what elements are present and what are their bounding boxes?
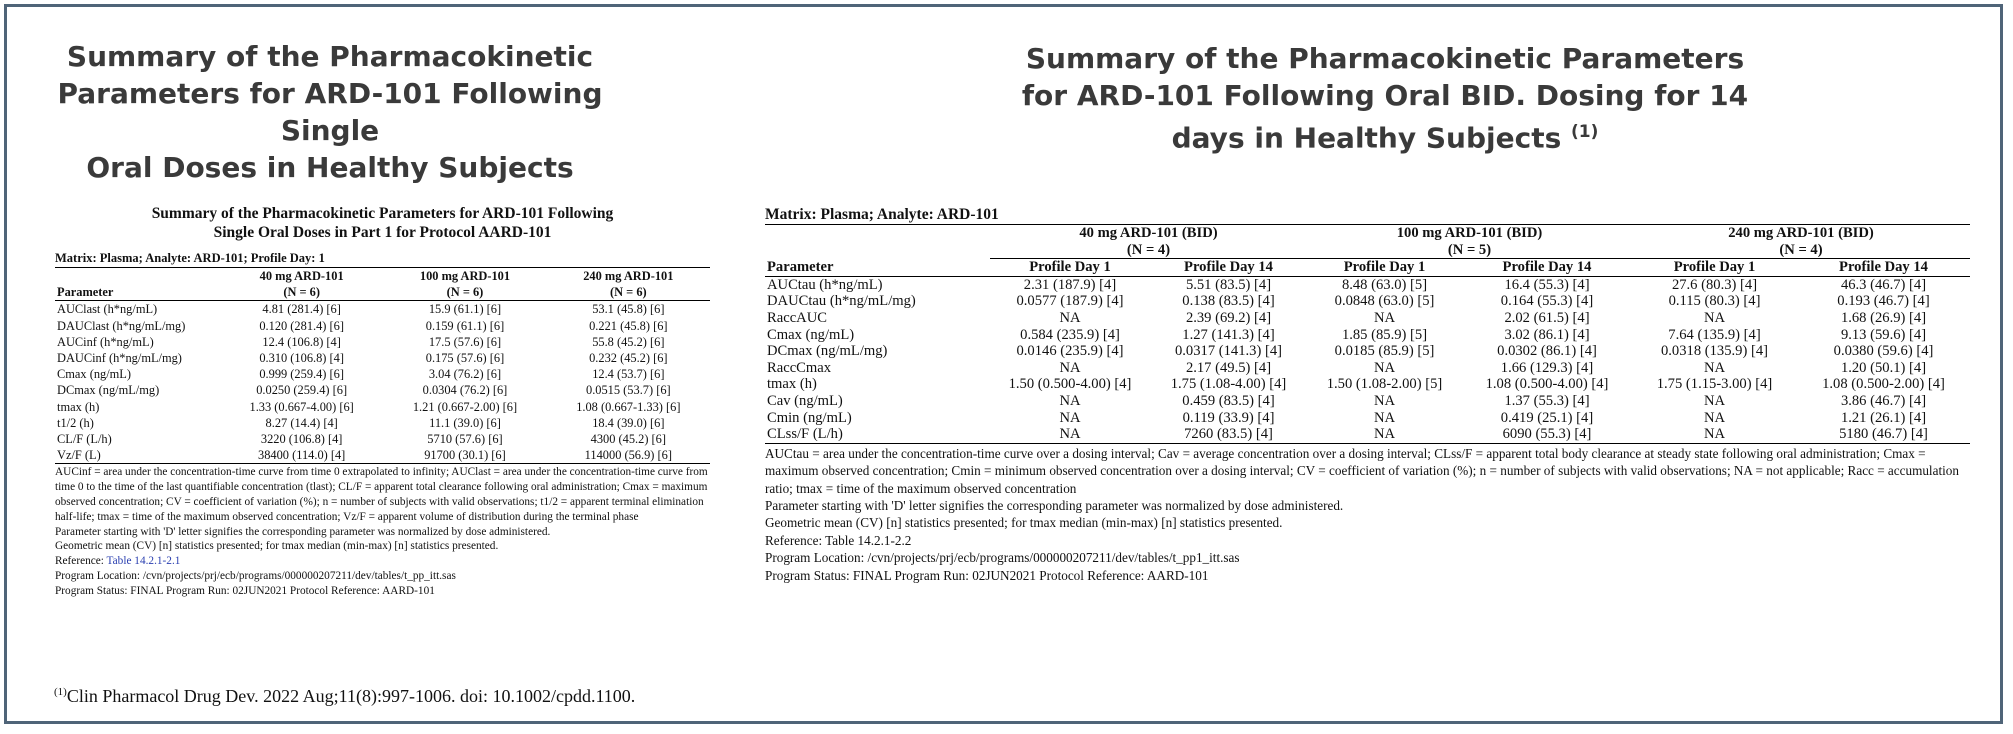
table-cell: 0.221 (45.8) [6] (589, 318, 668, 333)
dose-group-header: 100 mg ARD-101 (419, 269, 511, 283)
table-cell: 55.8 (45.2) [6] (592, 334, 665, 349)
parameter-label: AUCtau (h*ng/mL) (767, 276, 883, 293)
left-title-line: Summary of the Pharmacokinetic (66, 40, 594, 73)
table-cell: 1.27 (141.3) [4] (1182, 326, 1275, 343)
dose-group-header: 40 mg ARD-101 (BID) (1079, 225, 1218, 241)
table-cell: 0.164 (55.3) [4] (1500, 293, 1594, 310)
table-cell: 12.4 (106.8) [4] (262, 334, 341, 349)
left-title-line: Oral Doses in Healthy Subjects (86, 151, 574, 184)
table-row (55, 447, 710, 464)
dose-group-header: 240 mg ARD-101 (BID) (1728, 225, 1874, 241)
group-n: (N = 6) (446, 285, 484, 300)
table-cell: 91700 (30.1) [6] (424, 448, 506, 463)
group-n: (N = 6) (283, 285, 320, 300)
parameter-label: tmax (h) (57, 399, 100, 414)
left-document (55, 204, 710, 599)
table-cell: 15.9 (61.1) [6] (428, 302, 502, 317)
table-cell: 3.04 (76.2) [6] (428, 367, 502, 382)
table-cell: 2.31 (187.9) [4] (1023, 276, 1117, 293)
table-cell: 8.48 (63.0) [5] (1341, 276, 1428, 293)
table-cell: 5710 (57.6) [6] (427, 432, 503, 447)
table-cell: NA (1059, 359, 1081, 376)
parameter-label: DCmax (ng/mL/mg) (57, 383, 160, 398)
parameter-header: Parameter (55, 268, 220, 301)
statistics-note: Geometric mean (CV) [n] statistics presented; for tmax median (min-max) [n] statistics presented. (765, 515, 1283, 531)
profile-day-header: Profile Day 14 (1839, 259, 1928, 276)
table-cell: 0.999 (259.4) [6] (259, 367, 344, 382)
dose-group-header: 240 mg ARD-101 (583, 269, 674, 283)
citation-marker: (1) (1571, 122, 1599, 142)
table-cell: 3.86 (46.7) [4] (1840, 392, 1927, 409)
table-cell: 1.50 (0.500-4.00) [4] (1008, 376, 1132, 393)
table-cell: 1.75 (1.15-3.00) [4] (1656, 376, 1773, 393)
right-notes (765, 445, 1970, 584)
footnote-marker: (1) (54, 686, 67, 698)
table-cell: 0.0317 (141.3) [4] (1174, 343, 1282, 360)
table-cell: 0.138 (83.5) [4] (1182, 293, 1275, 310)
table-cell: 114000 (56.9) [6] (584, 448, 672, 463)
table-cell: 6090 (55.3) [4] (1502, 426, 1592, 443)
dose-group-header: 40 mg ARD-101 (259, 269, 344, 283)
parameter-label: DCmax (ng/mL/mg) (767, 343, 888, 360)
table-row (55, 399, 710, 415)
table-row (765, 293, 1970, 310)
table-cell: 0.0250 (259.4) [6] (256, 383, 348, 398)
table-cell: 9.13 (59.6) [4] (1840, 326, 1927, 343)
table-row (55, 301, 710, 318)
table-cell: 1.37 (55.3) [4] (1504, 392, 1590, 409)
table-cell: 1.33 (0.667-4.00) [6] (249, 399, 354, 414)
parameter-header: Parameter (765, 225, 990, 277)
table-cell: 8.27 (14.4) [4] (265, 415, 338, 430)
table-cell: 53.1 (45.8) [6] (592, 302, 665, 317)
table-row (55, 350, 710, 366)
reference-label: Reference: (55, 555, 107, 568)
table-cell: 5.51 (83.5) [4] (1185, 276, 1272, 293)
parameter-label: DAUClast (h*ng/mL/mg) (57, 318, 186, 333)
parameter-label: RaccCmax (767, 359, 832, 376)
right-document (765, 205, 1970, 584)
table-cell: 1.20 (50.1) [4] (1840, 359, 1927, 376)
table-cell: NA (1703, 359, 1726, 376)
right-pk-table (765, 224, 1970, 444)
table-row (765, 327, 1970, 344)
table-cell: 0.115 (80.3) [4] (1668, 293, 1761, 310)
right-matrix-line: Matrix: Plasma; Analyte: ARD-101 (765, 206, 999, 223)
table-cell: NA (1703, 392, 1726, 409)
right-panel-title (985, 40, 1785, 156)
left-notes (55, 465, 710, 598)
table-cell: 0.0302 (86.1) [4] (1497, 343, 1597, 360)
reference-line: Reference: Table 14.2.1-2.2 (765, 532, 912, 548)
left-table-caption (55, 204, 710, 242)
table-cell: 0.310 (106.8) [4] (259, 351, 344, 366)
table-cell: NA (1059, 426, 1081, 443)
parameter-label: CLss/F (L/h) (767, 426, 843, 443)
parameter-label: t1/2 (h) (57, 415, 94, 430)
abbreviation-note: AUCinf = area under the concentration-time curve from time 0 extrapolated to infinity; AUClast = area under the concentration-time curve from time 0 to the time of the last quantifiable concentration (tlast); CL/F = apparent total clearance following oral administration; Cmax = maximum observed concentration; CV = coefficient of variation (%); n = number of subjects with valid observations; t1/2 = apparent terminal elimination half-life; tmax = time of the maximum observed concentration; Vz/F = apparent volume of distribution during the terminal phase (55, 466, 708, 523)
table-row (765, 343, 1970, 360)
table-cell: 1.66 (129.3) [4] (1500, 359, 1594, 376)
table-cell: 0.584 (235.9) [4] (1020, 326, 1120, 343)
table-cell: 0.159 (61.1) [6] (425, 318, 505, 333)
table-cell: 1.08 (0.667-1.33) [6] (576, 399, 681, 414)
table-cell: 0.0848 (63.0) [5] (1334, 293, 1435, 310)
parameter-label: Cmax (ng/mL) (57, 367, 131, 382)
left-panel-title (40, 38, 620, 186)
table-cell: 2.02 (61.5) [4] (1504, 309, 1590, 326)
caption-line: Single Oral Doses in Part 1 for Protocol AARD-101 (213, 224, 552, 241)
table-cell: 3.02 (86.1) [4] (1504, 326, 1590, 343)
parameter-label: Vz/F (L) (57, 448, 101, 463)
left-title-line: Parameters for ARD-101 Following Single (57, 77, 603, 147)
table-cell: NA (1703, 309, 1726, 326)
table-cell: 17.5 (57.6) [6] (428, 334, 502, 349)
parameter-label: CL/F (L/h) (57, 432, 112, 447)
table-row (55, 431, 710, 447)
table-cell: 1.08 (0.500-4.00) [4] (1485, 376, 1609, 393)
table-row (765, 410, 1970, 427)
table-cell: 38400 (114.0) [4] (258, 448, 346, 463)
table-cell: 7260 (83.5) [4] (1184, 426, 1273, 443)
table-row (765, 360, 1970, 377)
profile-day-header: Profile Day 1 (1673, 259, 1756, 276)
parameter-label: Cmin (ng/mL) (767, 409, 852, 426)
table-cell: 0.0146 (235.9) [4] (1016, 343, 1124, 360)
parameter-label: DAUCinf (h*ng/mL/mg) (57, 351, 182, 366)
table-row (765, 393, 1970, 410)
parameter-label: DAUCtau (h*ng/mL/mg) (767, 293, 916, 310)
table-cell: 1.75 (1.08-4.00) [4] (1170, 376, 1287, 393)
table-cell: 2.39 (69.2) [4] (1185, 309, 1272, 326)
group-n: (N = 6) (610, 285, 647, 300)
left-pk-table (55, 267, 710, 464)
table-cell: 0.0318 (135.9) [4] (1660, 343, 1768, 360)
table-cell: 1.50 (1.08-2.00) [5] (1326, 376, 1443, 393)
table-row (55, 318, 710, 334)
table-row (765, 376, 1970, 393)
footnote-text: Clin Pharmacol Drug Dev. 2022 Aug;11(8):997-1006. doi: 10.1002/cpdd.1100. (66, 686, 636, 706)
group-n: (N = 4) (1632, 242, 1970, 259)
table-row (765, 426, 1970, 443)
program-status: Program Status: FINAL Program Run: 02JUN2021 Protocol Reference: AARD-101 (765, 567, 1209, 583)
parameter-label: AUCinf (h*ng/mL) (57, 334, 154, 349)
table-cell: 27.6 (80.3) [4] (1671, 276, 1758, 293)
right-title-line (985, 114, 1785, 156)
table-cell: 7.64 (135.9) [4] (1668, 326, 1761, 343)
table-cell: 1.21 (26.1) [4] (1840, 409, 1927, 426)
table-cell: 1.21 (0.667-2.00) [6] (412, 399, 518, 414)
profile-day-header: Profile Day 1 (1343, 259, 1426, 276)
dose-group-header: 100 mg ARD-101 (BID) (1396, 225, 1543, 241)
table-cell: 12.4 (53.7) [6] (592, 367, 665, 382)
right-title-line: Summary of the Pharmacokinetic Parameters (1025, 42, 1745, 75)
table-row (765, 310, 1970, 327)
table-cell: 0.232 (45.2) [6] (589, 351, 668, 366)
table-cell: 2.17 (49.5) [4] (1185, 359, 1272, 376)
table-cell: 0.0304 (76.2) [6] (422, 383, 508, 398)
table-cell: 1.68 (26.9) [4] (1840, 309, 1927, 326)
table-cell: NA (1059, 392, 1081, 409)
table-cell: 0.0380 (59.6) [4] (1833, 343, 1934, 360)
table-cell: NA (1059, 409, 1081, 426)
table-cell: NA (1059, 309, 1081, 326)
profile-day-header: Profile Day 14 (1502, 259, 1592, 276)
table-cell: 0.120 (281.4) [6] (259, 318, 344, 333)
table-cell: NA (1373, 426, 1396, 443)
table-cell: NA (1373, 309, 1396, 326)
parameter-label: tmax (h) (767, 376, 817, 393)
right-title-line: for ARD-101 Following Oral BID. Dosing for 14 (1021, 79, 1749, 112)
table-cell: 3220 (106.8) [4] (260, 432, 343, 447)
table-cell: 4300 (45.2) [6] (590, 432, 667, 447)
citation-footnote (54, 686, 635, 707)
table-cell: NA (1373, 392, 1396, 409)
table-row (55, 366, 710, 382)
program-location: Program Location: /cvn/projects/prj/ecb/programs/000000207211/dev/tables/t_pp1_itt.sas (765, 550, 1240, 566)
reference-line (55, 554, 710, 569)
table-cell: 46.3 (46.7) [4] (1840, 276, 1927, 293)
parameter-label: RaccAUC (767, 309, 827, 326)
dose-normalization-note: Parameter starting with 'D' letter signifies the corresponding parameter was normalized by dose administered. (55, 525, 551, 538)
table-cell: 0.459 (83.5) [4] (1182, 392, 1275, 409)
parameter-label: Cmax (ng/mL) (767, 326, 855, 343)
group-n: (N = 5) (1307, 242, 1632, 259)
table-cell: 1.85 (85.9) [5] (1341, 326, 1428, 343)
table-row (55, 382, 710, 398)
program-location: Program Location: /cvn/projects/prj/ecb/programs/000000207211/dev/tables/t_pp_itt.sas (55, 570, 456, 583)
table-row (55, 334, 710, 350)
table-cell: NA (1373, 359, 1396, 376)
table-cell: 0.119 (33.9) [4] (1182, 409, 1275, 426)
table-cell: 0.193 (46.7) [4] (1837, 293, 1930, 310)
dose-normalization-note: Parameter starting with 'D' letter signifies the corresponding parameter was normalized by dose administered. (765, 497, 1344, 513)
table-cell: 0.0185 (85.9) [5] (1334, 343, 1435, 360)
table-cell: 0.175 (57.6) [6] (425, 351, 505, 366)
table-row (55, 415, 710, 431)
table-cell: NA (1703, 409, 1726, 426)
left-matrix-line: Matrix: Plasma; Analyte: ARD-101; Profile Day: 1 (55, 251, 325, 265)
table-cell: NA (1373, 409, 1396, 426)
table-row (765, 276, 1970, 293)
table-cell: 18.4 (39.0) [6] (592, 415, 665, 430)
table-cell: 4.81 (281.4) [6] (262, 302, 341, 317)
table-cell: NA (1703, 426, 1726, 443)
table-cell: 1.08 (0.500-2.00) [4] (1822, 376, 1945, 393)
group-n: (N = 4) (990, 242, 1307, 259)
statistics-note: Geometric mean (CV) [n] statistics presented; for tmax median (min-max) [n] statistics presented. (55, 540, 499, 553)
profile-day-header: Profile Day 1 (1029, 259, 1111, 276)
parameter-label: Cav (ng/mL) (767, 392, 843, 409)
caption-line: Summary of the Pharmacokinetic Parameters for ARD-101 Following (151, 205, 614, 222)
abbreviation-note: AUCtau = area under the concentration-time curve over a dosing interval; Cav = average concentration over a dosing interval; CLss/F = apparent total body clearance at steady state following oral administration; Cmax = maximum observed concentration; Cmin = minimum observed concentration over a dosing interval; CV = coefficient of variation (%); n = number of subjects with valid observations; NA = not applicable; Racc = accumulation ratio; tmax = time of the maximum observed concentration (765, 445, 1959, 496)
profile-day-header: Profile Day 14 (1184, 259, 1273, 276)
table-cell: 0.0515 (53.7) [6] (586, 383, 671, 398)
table-cell: 11.1 (39.0) [6] (429, 415, 501, 430)
right-title-line-text: days in Healthy Subjects (1171, 121, 1562, 155)
parameter-label: AUClast (h*ng/mL) (57, 302, 158, 317)
table-cell: 16.4 (55.3) [4] (1504, 276, 1590, 293)
reference-link[interactable]: Table 14.2.1-2.1 (106, 555, 181, 568)
table-cell: 0.419 (25.1) [4] (1500, 409, 1594, 426)
program-status: Program Status: FINAL Program Run: 02JUN2021 Protocol Reference: AARD-101 (55, 584, 435, 597)
table-cell: 5180 (46.7) [4] (1839, 426, 1928, 443)
table-cell: 0.0577 (187.9) [4] (1016, 293, 1124, 310)
